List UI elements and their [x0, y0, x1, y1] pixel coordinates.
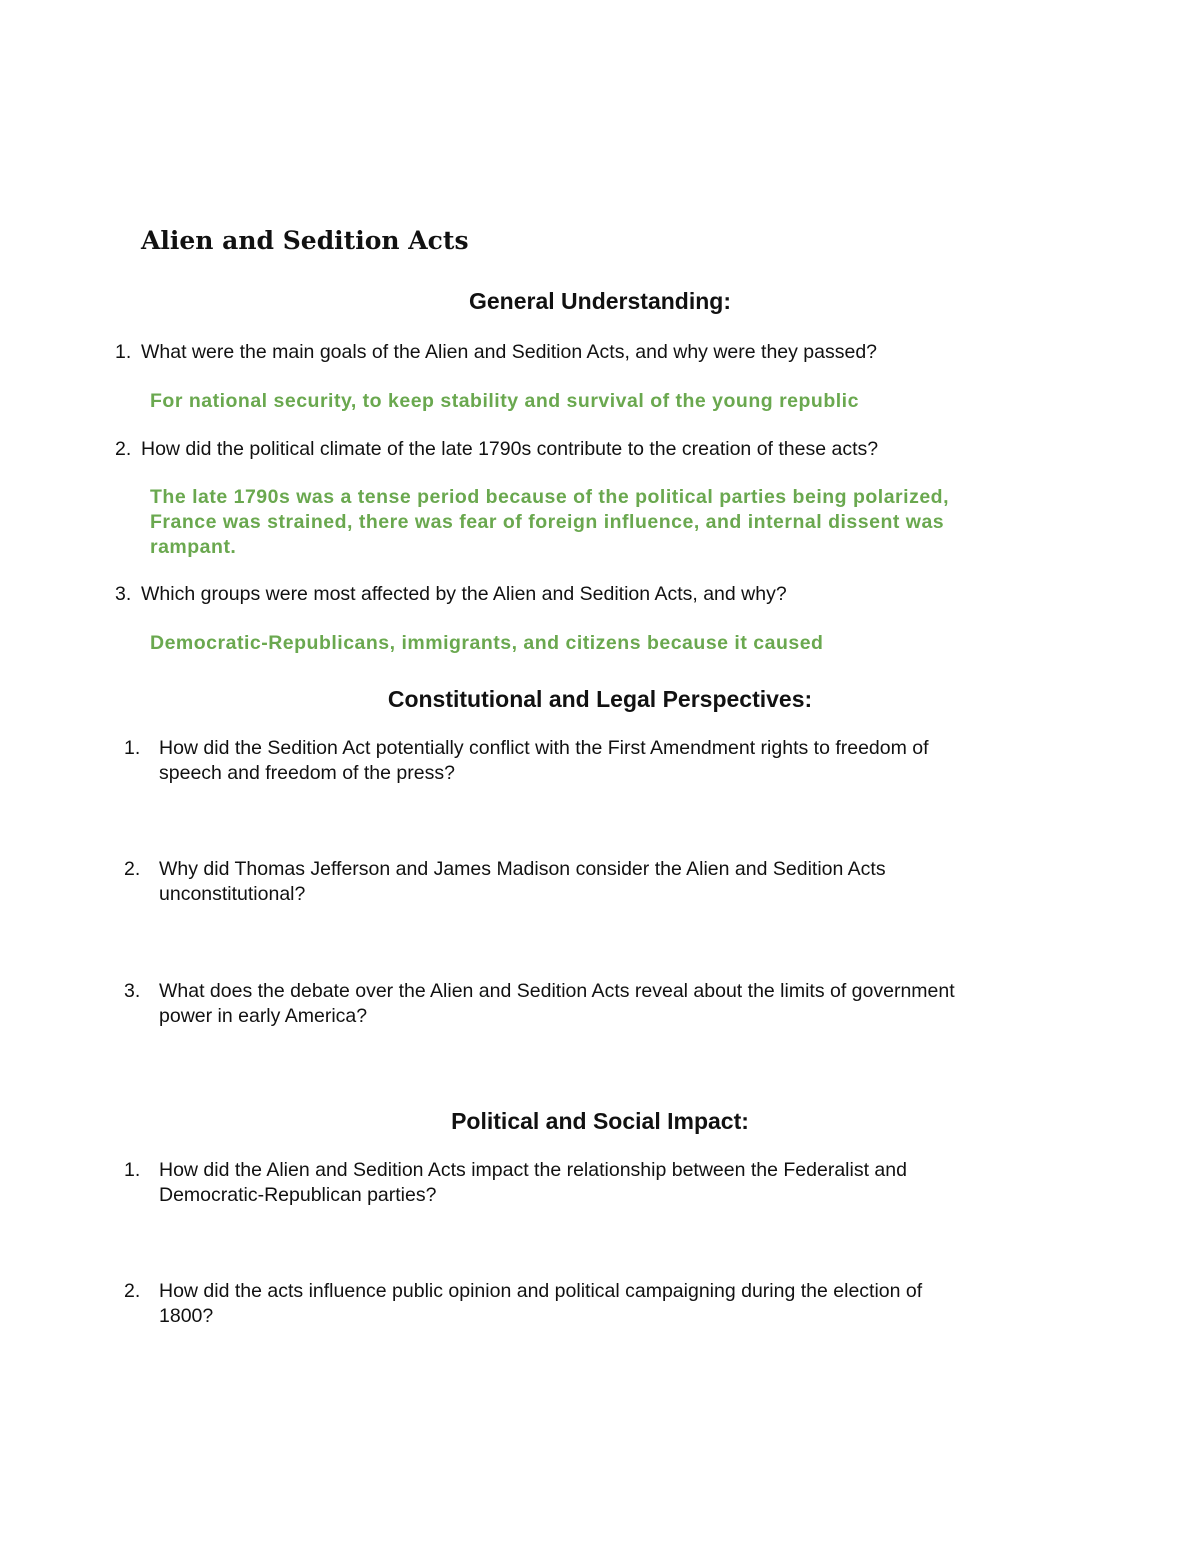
question-number: 1. [124, 737, 141, 759]
question-text: Which groups were most affected by the Alien and Sedition Acts, and why? [141, 583, 787, 605]
question-text: What does the debate over the Alien and Sedition Acts reveal about the limits of government power in early America? [159, 980, 955, 1027]
question-text: What were the main goals of the Alien and Sedition Acts, and why were they passed? [141, 341, 878, 363]
question-text: How did the Sedition Act potentially conflict with the First Amendment rights to freedom of speech and freedom of the press? [159, 737, 929, 784]
question-number: 3. [124, 980, 141, 1002]
answer-text: Democratic-Republicans, immigrants, and citizens because it caused [150, 632, 824, 654]
section-heading-political-social-impact: Political and Social Impact: [451, 1108, 749, 1134]
question-number: 2. [124, 858, 141, 880]
question-number: 1. [124, 1159, 141, 1181]
section-heading-constitutional-legal: Constitutional and Legal Perspectives: [387, 686, 813, 712]
question-number: 2. [124, 1280, 141, 1302]
question-number: 1. [115, 341, 132, 363]
question-text: How did the acts influence public opinion and political campaigning during the election of 1800? [159, 1280, 923, 1327]
section-heading-general-understanding: General Understanding: [469, 288, 731, 314]
question-text: How did the political climate of the late 1790s contribute to the creation of these acts? [141, 438, 879, 460]
question-number: 2. [115, 438, 132, 460]
answer-text: The late 1790s was a tense period because of the political parties being polarized, France was strained, there was fear of foreign influence, and internal dissent was rampant. [150, 486, 949, 558]
question-number: 3. [115, 583, 132, 605]
answer-text: For national security, to keep stability and survival of the young republic [150, 390, 859, 412]
question-text: Why did Thomas Jefferson and James Madison consider the Alien and Sedition Acts unconstitutional? [159, 858, 886, 905]
document-title: Alien and Sedition Acts [141, 226, 469, 255]
question-text: How did the Alien and Sedition Acts impact the relationship between the Federalist and Democratic-Republican parties? [159, 1159, 907, 1206]
